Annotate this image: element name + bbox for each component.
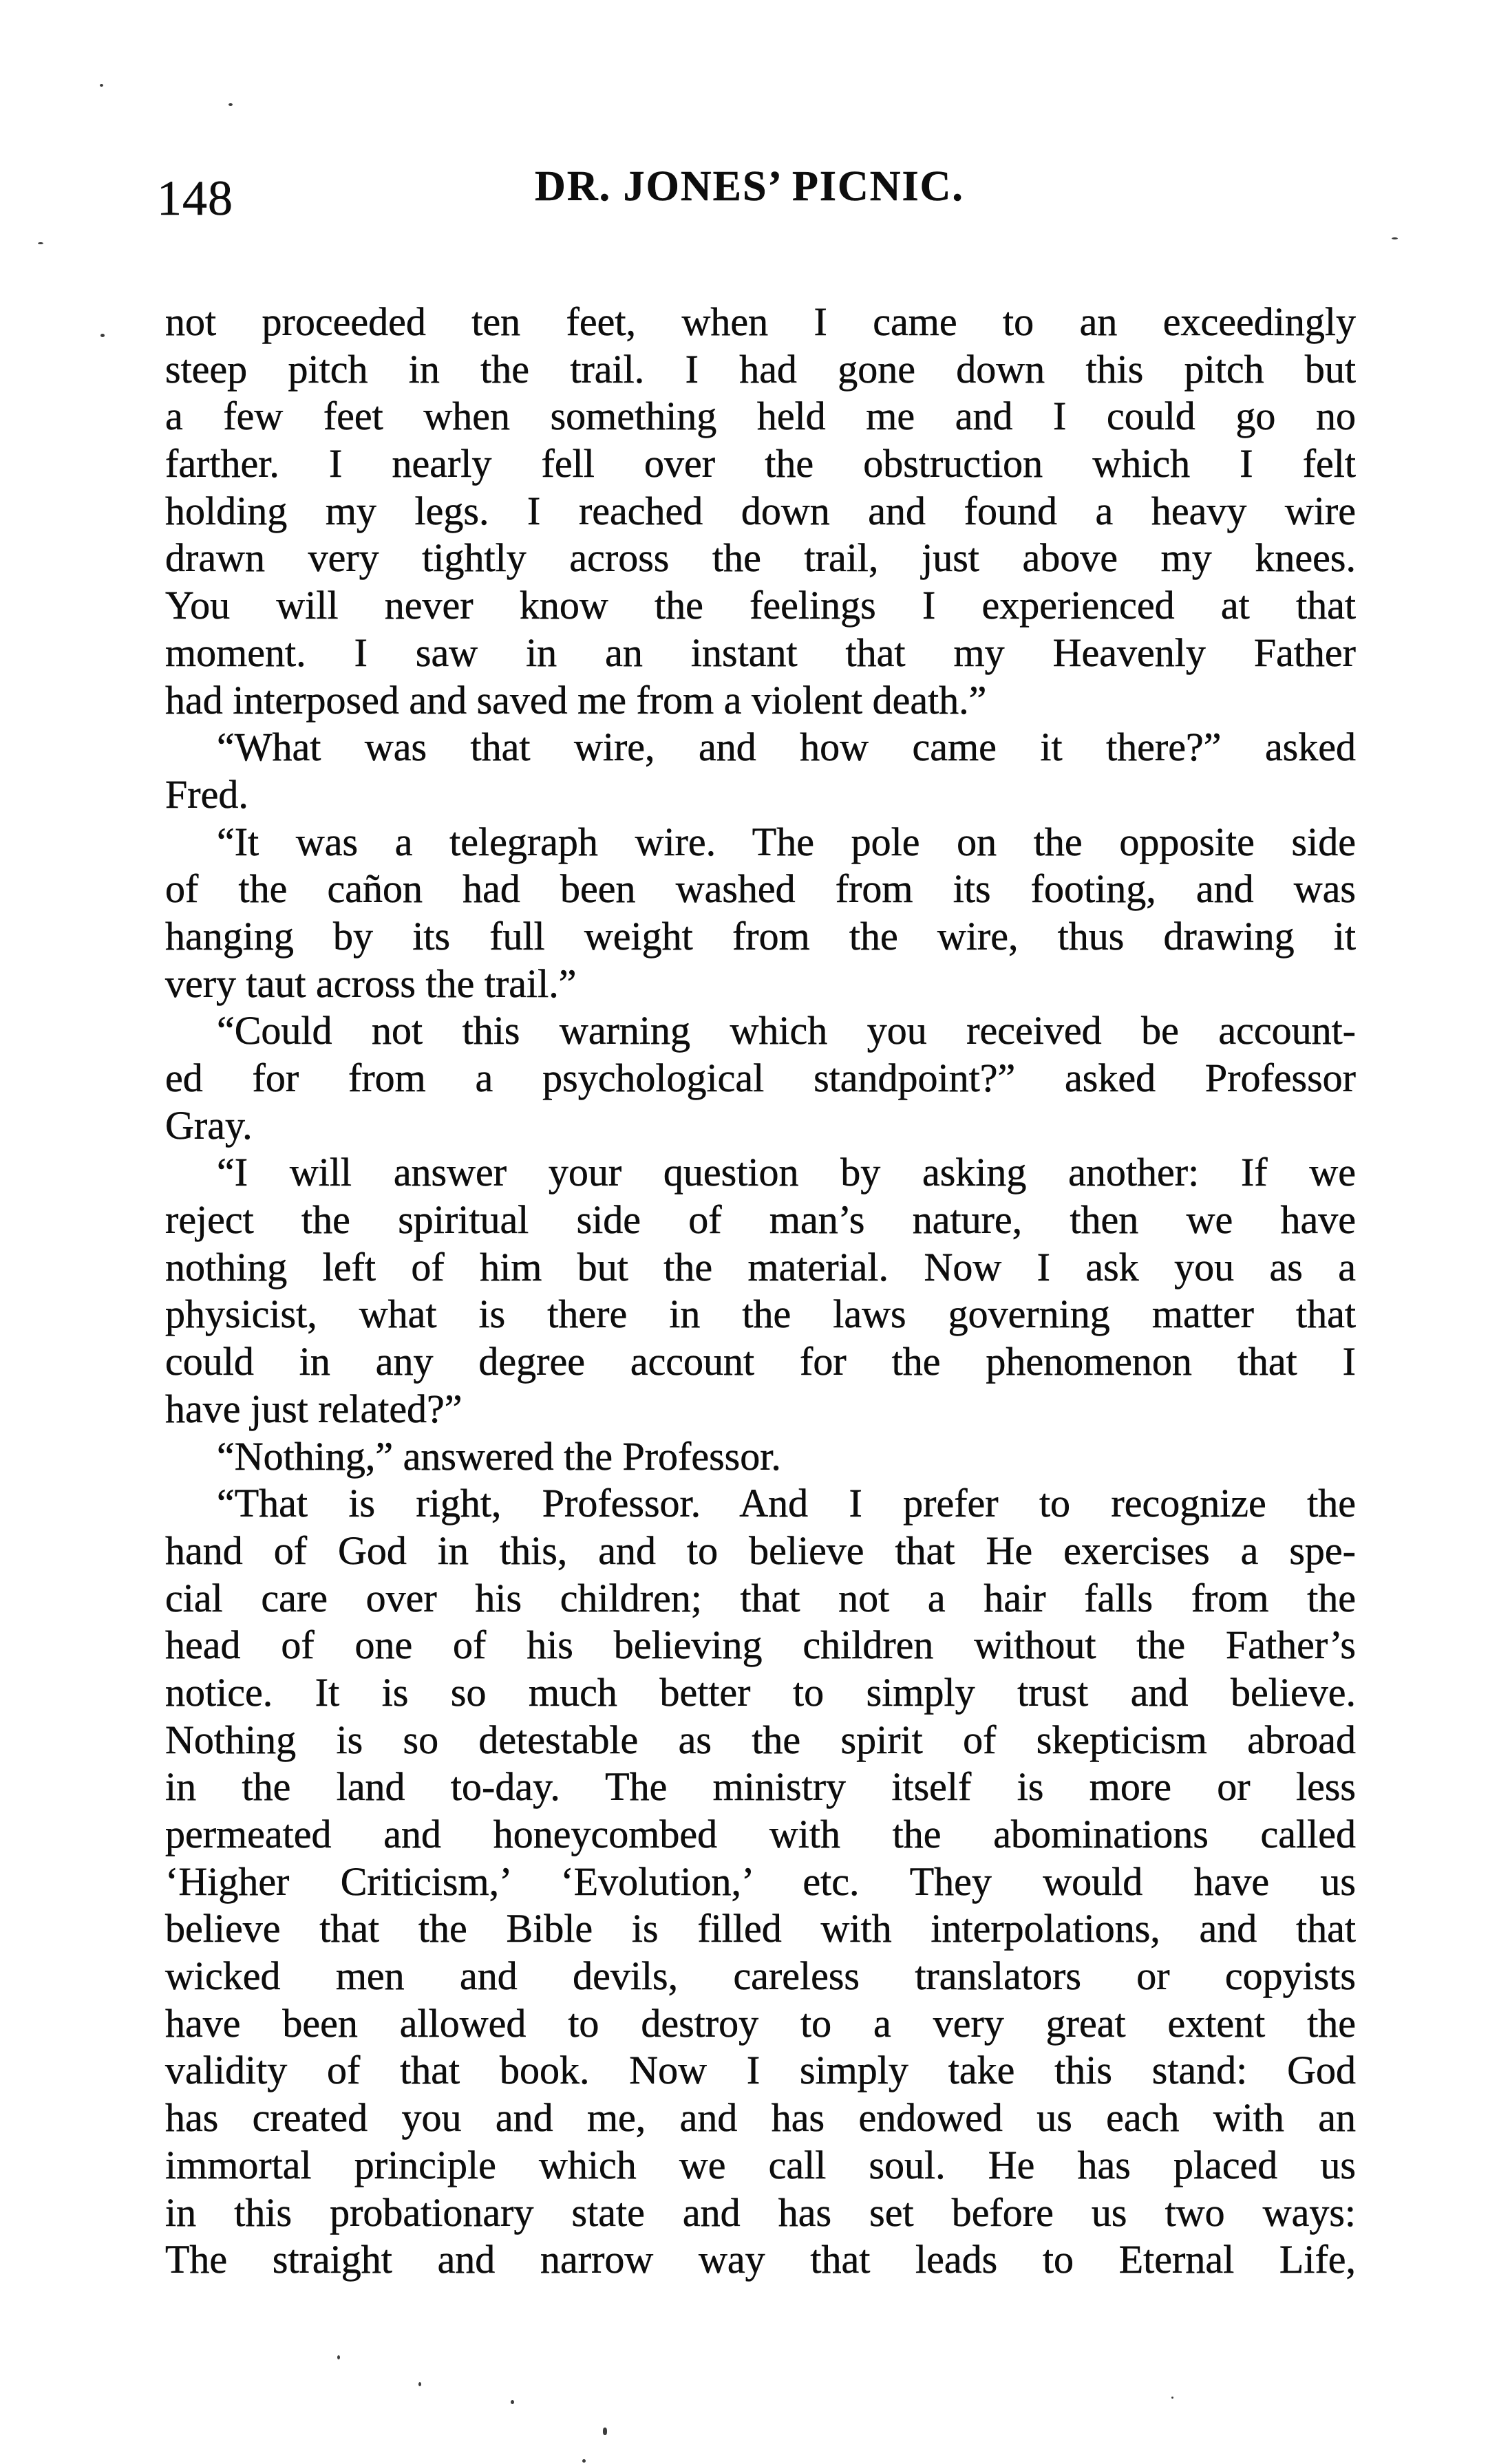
scan-speck (100, 84, 103, 87)
scan-speck (38, 242, 43, 244)
text-line-42: The straight and narrow way that leads to Eternal Life, (165, 2237, 1356, 2282)
text-line-12: “It was a telegraph wire. The pole on the opposite side (217, 819, 1356, 864)
text-line-41: in this probationary state and has set before us two ways: (165, 2189, 1356, 2235)
text-line-17: ed for from a psychological standpoint?” asked Professor (165, 1056, 1356, 1100)
text-line-8: moment. I saw in an instant that my Heavenly Father (165, 630, 1356, 675)
scan-speck (603, 2428, 607, 2435)
text-line-33: permeated and honeycombed with the abominations called (165, 1812, 1356, 1856)
text-line-22: physicist, what is there in the laws governing matter that (165, 1292, 1356, 1337)
text-line-3: a few feet when something held me and I could go no (165, 394, 1356, 439)
text-line-5: holding my legs. I reached down and found a heavy wire (165, 488, 1356, 533)
text-line-2: steep pitch in the trail. I had gone down this pitch but (165, 346, 1356, 392)
scan-speck (228, 103, 233, 106)
scan-speck (511, 2400, 514, 2404)
text-line-34: ‘Higher Criticism,’ ‘Evolution,’ etc. They would have us (165, 1858, 1356, 1904)
text-line-39: has created you and me, and has endowed us each with an (165, 2095, 1356, 2141)
text-line-25: “Nothing,” answered the Professor. (217, 1433, 781, 1479)
text-line-24: have just related?” (165, 1386, 463, 1431)
text-line-23: could in any degree account for the phenomenon that I (165, 1339, 1356, 1384)
text-line-4: farther. I nearly fell over the obstruction which I felt (165, 441, 1356, 486)
text-line-35: believe that the Bible is filled with interpolations, and that (165, 1906, 1356, 1951)
text-line-37: have been allowed to destroy to a very great extent the (165, 2000, 1356, 2046)
scan-speck (582, 2459, 586, 2463)
text-line-36: wicked men and devils, careless translators or copyists (165, 1953, 1356, 1999)
text-line-27: hand of God in this, and to believe that He exercises a spe- (165, 1528, 1356, 1573)
text-line-26: “That is right, Professor. And I prefer to recognize the (217, 1481, 1356, 1526)
page-number: 148 (157, 171, 233, 226)
scan-speck (337, 2355, 340, 2359)
text-line-40: immortal principle which we call soul. He has placed us (165, 2142, 1356, 2187)
body-text-block (165, 299, 1356, 2284)
text-line-15: very taut across the trail.” (165, 961, 577, 1006)
text-line-28: cial care over his children; that not a hair falls from the (165, 1575, 1356, 1620)
text-line-7: You will never know the feelings I experienced at that (165, 583, 1356, 628)
text-line-20: reject the spiritual side of man’s nature, then we have (165, 1197, 1356, 1243)
text-line-11: Fred. (165, 771, 248, 817)
text-line-13: of the cañon had been washed from its footing, and was (165, 866, 1356, 912)
text-line-29: head of one of his believing children without the Father’s (165, 1622, 1356, 1668)
text-line-1: not proceeded ten feet, when I came to an exceedingly (165, 299, 1356, 344)
text-line-21: nothing left of him but the material. Now I ask you as a (165, 1244, 1356, 1289)
scan-speck (1171, 2397, 1173, 2399)
text-line-9: had interposed and saved me from a violent death.” (165, 677, 987, 722)
text-line-10: “What was that wire, and how came it there?” asked (217, 725, 1356, 770)
text-line-38: validity of that book. Now I simply take this stand: God (165, 2048, 1356, 2093)
text-line-18: Gray. (165, 1102, 253, 1148)
text-line-31: Nothing is so detestable as the spirit of skepticism abroad (165, 1717, 1356, 1762)
text-line-32: in the land to-day. The ministry itself is more or less (165, 1764, 1356, 1810)
scan-speck (418, 2382, 421, 2386)
text-line-30: notice. It is so much better to simply trust and believe. (165, 1669, 1356, 1715)
text-line-14: hanging by its full weight from the wire, thus drawing it (165, 913, 1356, 958)
running-header-title: DR. JONES’ PICNIC. (535, 163, 964, 210)
text-line-19: “I will answer your question by asking another: If we (217, 1150, 1356, 1195)
text-line-16: “Could not this warning which you received be account- (217, 1008, 1356, 1053)
scan-speck (100, 334, 105, 337)
scan-speck (1392, 237, 1398, 239)
text-line-6: drawn very tightly across the trail, just above my knees. (165, 535, 1356, 581)
